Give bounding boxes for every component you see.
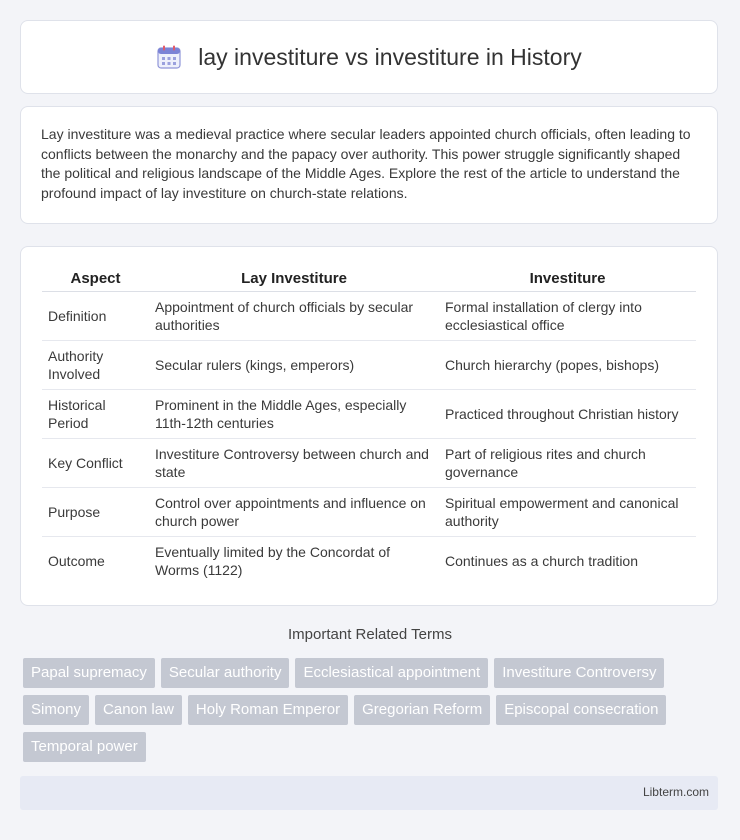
table-row [42, 536, 696, 585]
cell-aspect: Outcome [42, 536, 149, 585]
header-aspect: Aspect [70, 270, 121, 287]
related-term-tag[interactable]: Temporal power [23, 732, 146, 762]
cell-investiture: Spiritual empowerment and canonical authority [439, 487, 696, 536]
header-lay-investiture: Lay Investiture [241, 270, 347, 287]
cell-aspect: Historical Period [42, 389, 149, 438]
cell-lay-investiture: Prominent in the Middle Ages, especially 11th-12th centuries [149, 389, 439, 438]
intro-text: Lay investiture was a medieval practice where secular leaders appointed church officials, often leading to conflicts between the monarchy and the papacy over authority. This power struggle significantly shaped the political and religious landscape of the Middle Ages. Explore the rest of the article to understand the profound impact of lay investiture on church-state relations. [41, 126, 691, 201]
related-terms-list [23, 658, 723, 762]
related-term-tag[interactable]: Simony [23, 695, 89, 725]
cell-investiture: Church hierarchy (popes, bishops) [439, 340, 696, 389]
related-term-tag[interactable]: Investiture Controversy [494, 658, 664, 688]
table-row [42, 291, 696, 340]
footer-site-link[interactable]: Libterm.com [642, 785, 709, 799]
calendar-icon [156, 44, 182, 70]
cell-investiture: Part of religious rites and church governance [439, 438, 696, 487]
cell-lay-investiture: Investiture Controversy between church and state [149, 438, 439, 487]
table-row [42, 389, 696, 438]
table-header-row [42, 266, 696, 291]
table-row [42, 340, 696, 389]
header-card [20, 20, 718, 94]
related-term-tag[interactable]: Holy Roman Emperor [188, 695, 348, 725]
related-term-tag[interactable]: Secular authority [161, 658, 290, 688]
related-term-tag[interactable]: Episcopal consecration [496, 695, 666, 725]
table-row [42, 487, 696, 536]
related-term-tag[interactable]: Ecclesiastical appointment [295, 658, 488, 688]
footer [20, 776, 718, 810]
cell-aspect: Key Conflict [42, 438, 149, 487]
cell-aspect: Authority Involved [42, 340, 149, 389]
comparison-table-card [20, 246, 718, 606]
related-term-tag[interactable]: Papal supremacy [23, 658, 155, 688]
cell-investiture: Formal installation of clergy into ecclesiastical office [439, 291, 696, 340]
page-title: lay investiture vs investiture in History [198, 43, 582, 70]
cell-aspect: Purpose [42, 487, 149, 536]
related-term-tag[interactable]: Gregorian Reform [354, 695, 490, 725]
cell-lay-investiture: Eventually limited by the Concordat of Worms (1122) [149, 536, 439, 585]
related-terms-title: Important Related Terms [288, 626, 452, 643]
related-term-tag[interactable]: Canon law [95, 695, 182, 725]
header-investiture: Investiture [529, 270, 606, 287]
cell-aspect: Definition [42, 291, 149, 340]
cell-investiture: Continues as a church tradition [439, 536, 696, 585]
comparison-table [42, 266, 696, 585]
cell-lay-investiture: Secular rulers (kings, emperors) [149, 340, 439, 389]
cell-investiture: Practiced throughout Christian history [439, 389, 696, 438]
table-row [42, 438, 696, 487]
intro-card [20, 106, 718, 224]
cell-lay-investiture: Appointment of church officials by secular authorities [149, 291, 439, 340]
cell-lay-investiture: Control over appointments and influence on church power [149, 487, 439, 536]
